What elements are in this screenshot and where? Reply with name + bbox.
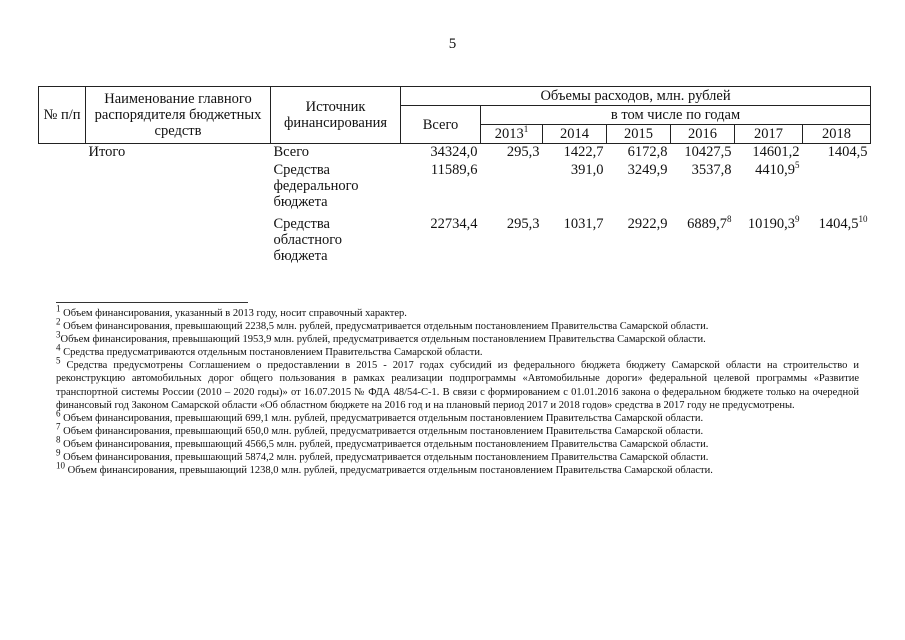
footnote-mark: 2	[56, 316, 61, 327]
row-name: Итого	[88, 144, 126, 160]
value-text: 3537,8	[691, 161, 732, 178]
header-volumes: Объемы расходов, млн. рублей	[401, 87, 871, 106]
row-year-value	[803, 162, 871, 216]
footnote-ref: 5	[795, 159, 800, 170]
row-source: Средства областного бюджета	[273, 215, 343, 264]
footnote-text: Объем финансирования, превышающий 650,0 млн. рублей, предусматривается отдельным постановлением Правительства Самарской области.	[60, 425, 704, 437]
row-num	[39, 162, 86, 216]
row-year-value	[543, 162, 607, 216]
row-year-value	[481, 216, 543, 270]
value-text: 295,3	[506, 215, 540, 232]
header-year-2016: 2016	[671, 125, 735, 144]
footnote	[56, 329, 859, 346]
page-number: 5	[448, 36, 457, 52]
footnote-mark: 9	[56, 447, 61, 458]
row-year-value	[735, 144, 803, 162]
footnote-mark: 4	[56, 342, 61, 353]
value-text: 14601,2	[752, 144, 800, 160]
row-name	[86, 216, 271, 270]
header-name: Наименование главного распорядителя бюджетных средств	[86, 87, 271, 144]
header-year-2013	[481, 125, 543, 144]
value-text: 295,3	[506, 144, 540, 160]
footnotes	[56, 303, 859, 477]
footnote-mark: 7	[56, 421, 61, 432]
footnote-ref: 1	[523, 124, 529, 135]
row-name	[86, 162, 271, 216]
value-text: 1404,5	[818, 215, 859, 232]
header-num: № п/п	[39, 87, 86, 144]
footnote-ref: 10	[858, 213, 868, 224]
row-year-value	[671, 213, 735, 270]
row-year-value	[803, 144, 871, 162]
row-year-value	[481, 144, 543, 162]
value-text: 1422,7	[563, 144, 604, 160]
footnote	[56, 434, 859, 451]
row-year-value	[607, 144, 671, 162]
header-year-2018: 2018	[803, 125, 871, 144]
footnote-mark: 1	[56, 303, 61, 314]
row-year-value	[607, 216, 671, 270]
footnote-text: Объем финансирования, превышающий 2238,5 млн. рублей, предусматривается отдельным постановлением Правительства Самарской области.	[60, 321, 709, 333]
footnote-separator	[56, 302, 248, 303]
footnote	[56, 342, 859, 359]
expenditure-table	[38, 86, 871, 270]
row-year-value	[735, 159, 803, 216]
footnote-mark: 10	[56, 460, 65, 471]
footnote-mark: 8	[56, 434, 61, 445]
value-text: 4410,9	[755, 161, 795, 178]
header-total: Всего	[401, 106, 481, 144]
row-year-value	[671, 144, 735, 162]
footnote	[56, 421, 859, 438]
value-text: 1031,7	[563, 215, 604, 232]
footnote-text: Объем финансирования, указанный в 2013 году, носит справочный характер.	[60, 308, 407, 319]
year-label: 2013	[494, 126, 524, 142]
row-num	[39, 144, 86, 162]
row-year-value	[481, 162, 543, 216]
value-text: 10190,3	[747, 215, 795, 232]
footnote	[56, 303, 859, 320]
row-year-value	[543, 144, 607, 162]
value-text: 10427,5	[684, 144, 732, 160]
row-total: 22734,4	[430, 215, 478, 232]
footnote-text: Средства предусматриваются отдельным постановлением Правительства Самарской области.	[60, 347, 483, 359]
header-source: Источник финансирования	[271, 87, 401, 144]
row-year-value	[735, 213, 803, 270]
row-year-value	[607, 162, 671, 216]
row-year-value	[543, 216, 607, 270]
footnote-text: Объем финансирования, превышающий 5874,2 млн. рублей, предусматривается отдельным постановлением Правительства Самарской области.	[60, 452, 709, 464]
footnote	[56, 408, 859, 425]
header-year-2017: 2017	[735, 125, 803, 144]
footnote-ref: 9	[795, 213, 800, 224]
header-by-years: в том числе по годам	[481, 106, 871, 125]
row-year-value	[671, 162, 735, 216]
table-row	[39, 162, 871, 216]
footnote-mark: 5	[56, 355, 61, 366]
footnote-text: Объем финансирования, превышающий 699,1 млн. рублей, предусматривается отдельным постановлением Правительства Самарской области.	[60, 412, 704, 424]
value-text: 1404,5	[827, 144, 868, 160]
row-total: 34324,0	[430, 144, 478, 160]
footnote	[56, 460, 859, 477]
row-num	[39, 216, 86, 270]
footnote	[56, 355, 859, 411]
value-text: 3249,9	[627, 161, 668, 178]
footnote-text: Средства предусмотрены Соглашением о предоставлении в 2015 - 2017 годах субсидий из федерального бюджета бюджету Самарской области на строительство и реконструкцию автомобильных дорог общего пользования в рамках реализации подпрограммы «Автомобильные дороги» федеральной целевой программы «Развитие транспортной системы России (2010 – 2020 годы)» от 16.07.2015 № ФДА 48/54-С-1. В связи с формированием с 01.01.2016 закона о федеральном бюджете только на очередной финансовый год Законом Самарской области «Об областном бюджете на 2016 год и на плановый период 2017 и 2018 годов» средства в 2017 году не предусмотрены.	[56, 360, 859, 411]
value-text: 391,0	[570, 161, 604, 178]
footnote-text: Объем финансирования, превышающий 1238,0 млн. рублей, предусматривается отдельным постановлением Правительства Самарской области.	[65, 465, 713, 477]
row-source: Всего	[273, 144, 310, 160]
footnote	[56, 316, 859, 333]
row-source: Средства федерального бюджета	[273, 161, 359, 210]
footnote-mark: 3	[56, 329, 61, 340]
header-year-2014: 2014	[543, 125, 607, 144]
footnote-text: Объем финансирования, превышающий 1953,9 млн. рублей, предусматривается отдельным постановлением Правительства Самарской области.	[60, 334, 706, 346]
value-text: 2922,9	[627, 215, 668, 232]
footnote	[56, 447, 859, 464]
footnote-mark: 6	[56, 408, 61, 419]
value-text: 6889,7	[687, 215, 727, 232]
value-text: 6172,8	[627, 144, 668, 160]
footnote-text: Объем финансирования, превышающий 4566,5 млн. рублей, предусматривается отдельным постановлением Правительства Самарской области.	[60, 438, 709, 450]
row-year-value	[803, 213, 871, 270]
table-row	[39, 144, 871, 162]
header-year-2015: 2015	[607, 125, 671, 144]
footnote-ref: 8	[727, 213, 732, 224]
row-total: 11589,6	[430, 161, 478, 178]
table-row	[39, 216, 871, 270]
